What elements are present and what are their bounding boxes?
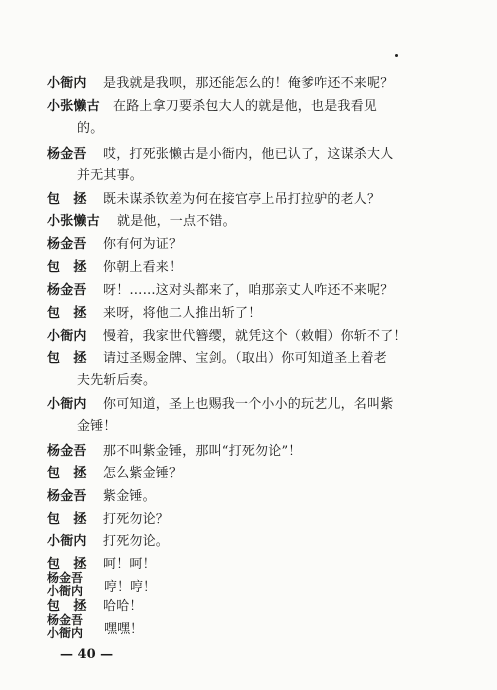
- dialogue-line: [47, 146, 447, 164]
- dialogue-text: 哼！哼！: [104, 580, 157, 595]
- dialogue-line: [47, 98, 447, 116]
- dialogue-line: [47, 465, 447, 483]
- speaker-name: 包 拯: [47, 351, 87, 366]
- speaker-name: 包 拯: [47, 599, 87, 614]
- dialogue-line: [47, 236, 447, 254]
- speaker-name: 包 拯: [47, 512, 87, 527]
- dialogue-text: 嘿嘿！: [104, 622, 144, 637]
- dialogue-line: [47, 328, 447, 346]
- speaker-name: 杨金吾: [47, 571, 84, 585]
- dialogue-line: [47, 488, 447, 506]
- dialogue-text: 打死勿论。: [103, 534, 170, 549]
- speaker-name: 小衙内: [47, 534, 87, 549]
- speaker-name: 小衙内: [47, 584, 84, 598]
- dialogue-text: 打死勿论？: [103, 512, 170, 527]
- dialogue-text: 你可知道，圣上也赐我一个小小的玩艺儿，名叫紫: [103, 397, 394, 412]
- dialogue-text: 是我就是我呗，那还能怎么的！俺爹咋还不来呢？: [103, 76, 394, 91]
- speaker-name: 杨金吾: [47, 237, 87, 252]
- dialogue-line: [47, 350, 447, 368]
- speaker-name: 杨金吾: [47, 489, 87, 504]
- speaker-name: 杨金吾: [47, 283, 87, 298]
- speaker-name: 包 拯: [47, 260, 87, 275]
- dialogue-text: 慢着，我家世代簪缨，就凭这个（敕帽）你斩不了！: [103, 329, 407, 344]
- speaker-name: 小衙内: [47, 329, 87, 344]
- speaker-name: 小衙内: [47, 626, 84, 640]
- dialogue-line: [47, 213, 447, 231]
- dialogue-text: 呵！呵！: [103, 557, 156, 572]
- dialogue-text: 在路上拿刀要杀包大人的就是他，也是我看见: [113, 99, 378, 114]
- dialogue-line: [47, 305, 447, 323]
- dialogue-continuation: 的。: [77, 121, 104, 136]
- speaker-names: [47, 572, 93, 598]
- dialogue-text: 哈哈！: [103, 599, 143, 614]
- dialogue-text: 呀！……这对头都来了，咱那亲丈人咋还不来呢？: [103, 283, 394, 298]
- dialogue-line: [47, 282, 447, 300]
- dialogue-text: 请过圣赐金牌、宝剑。（取出）你可知道圣上着老: [103, 351, 387, 366]
- dialogue-text: 紫金锤。: [103, 489, 156, 504]
- speaker-name: 小衙内: [47, 76, 87, 91]
- ink-dot: [395, 54, 398, 57]
- dialogue-line: [47, 511, 447, 529]
- dialogue-continuation: 金锤！: [77, 419, 117, 434]
- dialogue-line: [47, 396, 447, 414]
- dialogue-text: 来呀，将他二人推出斩了！: [103, 306, 262, 321]
- dialogue-text: 那不叫紫金锤，那叫“打死勿论”！: [103, 444, 302, 459]
- speaker-name: 杨金吾: [47, 147, 87, 162]
- dialogue-text: 就是他，一点不错。: [117, 214, 236, 229]
- dialogue-text: 你朝上看来！: [103, 260, 183, 275]
- speaker-name: 包 拯: [47, 557, 87, 572]
- speaker-name: 包 拯: [47, 466, 87, 481]
- speaker-names: [47, 614, 93, 640]
- dialogue-text: 怎么紫金锤？: [103, 466, 183, 481]
- speaker-name: 小张懒古: [47, 99, 100, 114]
- dialogue-continuation: 夫先斩后奏。: [77, 373, 157, 388]
- dialogue-text: 你有何为证？: [103, 237, 183, 252]
- dual-speaker-line: [47, 614, 447, 644]
- speaker-name: 小衙内: [47, 397, 87, 412]
- speaker-name: 包 拯: [47, 192, 87, 207]
- speaker-name: 小张懒古: [47, 214, 100, 229]
- speaker-name: 杨金吾: [47, 613, 84, 627]
- dialogue-text: 既未谋杀钦差为何在接官亭上吊打拉驴的老人？: [103, 192, 381, 207]
- dialogue-line: [47, 75, 447, 93]
- dialogue-line: [47, 191, 447, 209]
- dialogue-text: 哎，打死张懒古是小衙内，他已认了，这谋杀大人: [103, 147, 394, 162]
- dialogue-continuation: 并无其事。: [77, 168, 144, 183]
- dialogue-line: [47, 443, 447, 461]
- speaker-name: 杨金吾: [47, 444, 87, 459]
- speaker-name: 包 拯: [47, 306, 87, 321]
- dialogue-line: [47, 533, 447, 551]
- dialogue-line: [47, 259, 447, 277]
- page-number: — 40 —: [60, 647, 114, 662]
